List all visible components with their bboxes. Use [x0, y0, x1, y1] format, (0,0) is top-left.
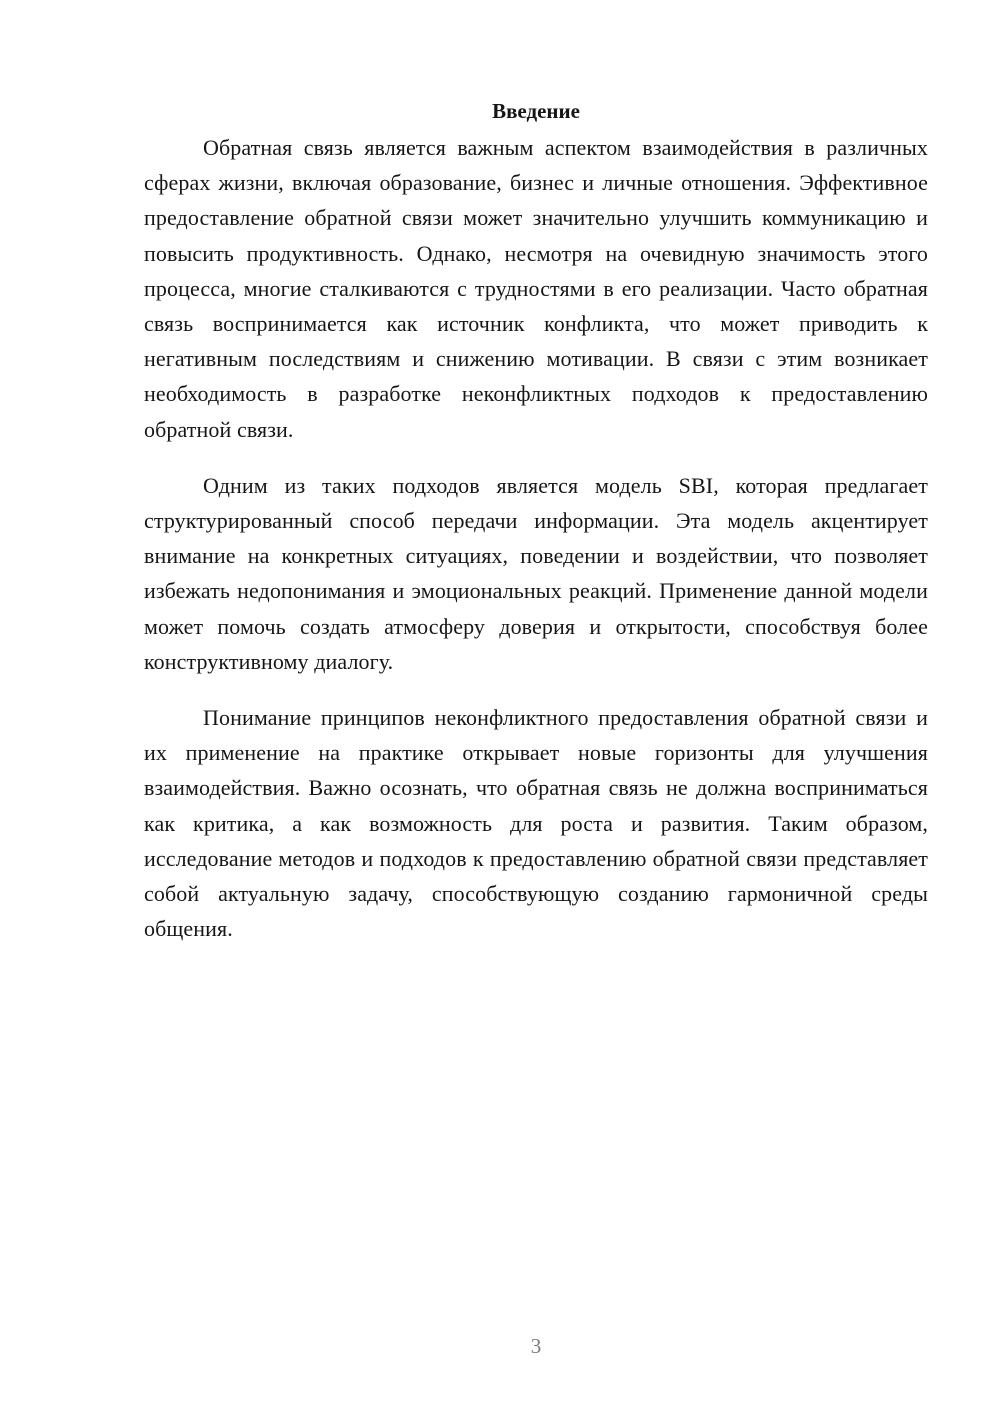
paragraph-3: Понимание принципов неконфликтного предоставления обратной связи и их применение на практике открывает новые горизонты для улучшения взаимодействия. Важно осознать, что обратная связь не должна восприниматься как критика, а как возможность для роста и развития. Таким образом, исследование методов и подходов к предоставлению обратной связи представляет собой актуальную задачу, способствующую созданию гармоничной среды общения. — [144, 705, 928, 942]
paragraph-1: Обратная связь является важным аспектом взаимодействия в различных сферах жизни, включая образование, бизнес и личные отношения. Эффективное предоставление обратной связи может значительно улучшить коммуникацию и повысить продуктивность. Однако, несмотря на очевидную значимость этого процесса, многие сталкиваются с трудностями в его реализации. Часто обратная связь воспринимается как источник конфликта, что может приводить к негативным последствиям и снижению мотивации. В связи с этим возникает необходимость в разработке неконфликтных подходов к предоставлению обратной связи. — [144, 135, 928, 442]
section-heading: Введение — [492, 99, 580, 123]
page-content — [144, 96, 928, 967]
page-number: 3 — [530, 1334, 542, 1358]
paragraph-2: Одним из таких подходов является модель SBI, которая предлагает структурированный способ передачи информации. Эта модель акцентирует внимание на конкретных ситуациях, поведении и воздействии, что позволяет избежать недопонимания и эмоциональных реакций. Применение данной модели может помочь создать атмосферу доверия и открытости, способствуя более конструктивному диалогу. — [144, 472, 928, 674]
